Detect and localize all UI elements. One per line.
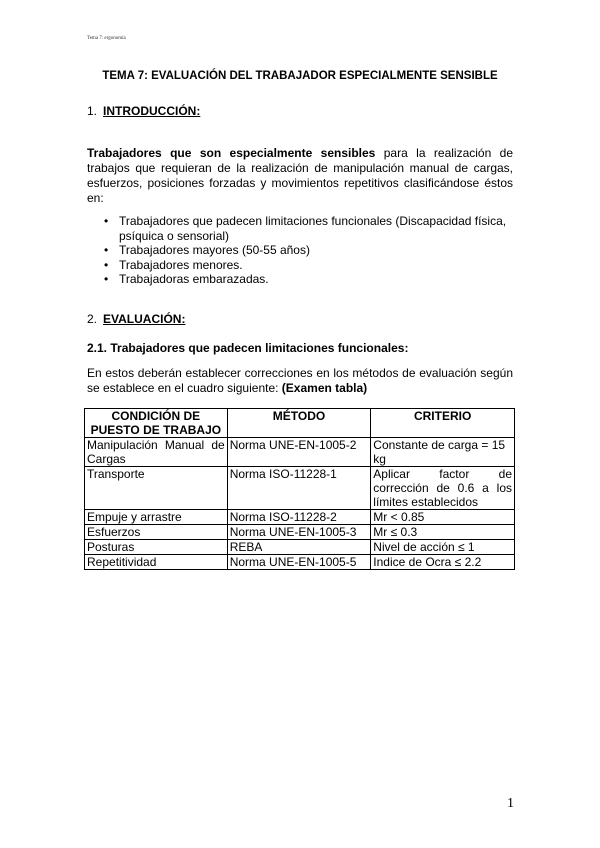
table-cell: Mr ≤ 0.3: [371, 525, 515, 540]
intro-paragraph: [87, 146, 513, 206]
list-item-text: Trabajadores menores.: [119, 257, 243, 272]
section-heading-evaluacion: [87, 312, 185, 326]
bullet-icon: •: [104, 243, 109, 257]
table-cell: Norma UNE-EN-1005-5: [227, 555, 371, 570]
table-cell: Norma ISO-11228-1: [227, 467, 371, 510]
table-row: [85, 510, 515, 525]
table-cell: Constante de carga = 15 kg: [371, 438, 515, 467]
table-header-row: [85, 409, 515, 438]
page-title: TEMA 7: EVALUACIÓN DEL TRABAJADOR ESPECIALMENTE SENSIBLE: [102, 70, 498, 82]
subsection-heading: 2.1. Trabajadores que padecen limitaciones funcionales:: [87, 341, 409, 355]
table-cell: Nivel de acción ≤ 1: [371, 540, 515, 555]
table-cell: Norma UNE-EN-1005-2: [227, 438, 371, 467]
worker-category-list: [87, 214, 513, 287]
list-item: [87, 214, 513, 243]
section-number: 1.: [87, 104, 98, 118]
table-cell: REBA: [227, 540, 371, 555]
header-metodo: MÉTODO: [227, 409, 371, 438]
section-label: EVALUACIÓN:: [103, 312, 186, 326]
bullet-icon: •: [104, 257, 109, 272]
table-cell: Norma UNE-EN-1005-3: [227, 525, 371, 540]
table-cell: Manipulación Manual de Cargas: [85, 438, 228, 467]
intro-text: para la realización de trabajos que requieran de la realización de manipulación manual de cargas, esfuerzos, posiciones forzadas y movimientos repetitivos clasificándose éstos en:: [87, 146, 513, 205]
table-cell: Repetitividad: [85, 555, 228, 570]
header-criterio: CRITERIO: [371, 409, 515, 438]
header-condicion: CONDICIÓN DE PUESTO DE TRABAJO: [85, 409, 228, 438]
evaluation-criteria-table: [84, 408, 515, 570]
table-row: [85, 467, 515, 510]
list-item-text: Trabajadores que padecen limitaciones funcionales (Discapacidad física, psíquica o sensorial): [119, 214, 507, 243]
section-label: INTRODUCCIÓN:: [103, 104, 201, 118]
section-number: 2.: [87, 312, 98, 326]
page-number: 1: [507, 796, 514, 811]
table-row: [85, 555, 515, 570]
list-item: [87, 272, 513, 287]
list-item-text: Trabajadores mayores (50-55 años): [119, 243, 310, 257]
table-cell: Mr < 0.85: [371, 510, 515, 525]
table-cell: Norma ISO-11228-2: [227, 510, 371, 525]
evaluation-paragraph: [87, 366, 513, 396]
list-item: [87, 258, 513, 273]
table-cell: Esfuerzos: [85, 525, 228, 540]
table-cell: Indice de Ocra ≤ 2.2: [371, 555, 515, 570]
evaluation-text: En estos deberán establecer correcciones en los métodos de evaluación según se establece en el cuadro siguiente:: [87, 366, 513, 395]
table-cell: Posturas: [85, 540, 228, 555]
table-row: [85, 438, 515, 467]
bullet-icon: •: [104, 214, 109, 228]
table-row: [85, 525, 515, 540]
table-cell: Empuje y arrastre: [85, 510, 228, 525]
table-cell: Aplicar factor de corrección de 0.6 a los límites establecidos: [371, 467, 515, 510]
bullet-icon: •: [104, 272, 109, 286]
list-item-text: Trabajadoras embarazadas.: [119, 272, 269, 286]
evaluation-bold-note: (Examen tabla): [281, 381, 368, 395]
list-item: [87, 243, 513, 258]
intro-bold-lead: Trabajadores que son especialmente sensibles: [87, 146, 376, 160]
section-heading-introduccion: [87, 104, 200, 118]
table-row: [85, 540, 515, 555]
running-header: Tema 7: ergonomía: [87, 36, 126, 41]
table-cell: Transporte: [85, 467, 228, 510]
